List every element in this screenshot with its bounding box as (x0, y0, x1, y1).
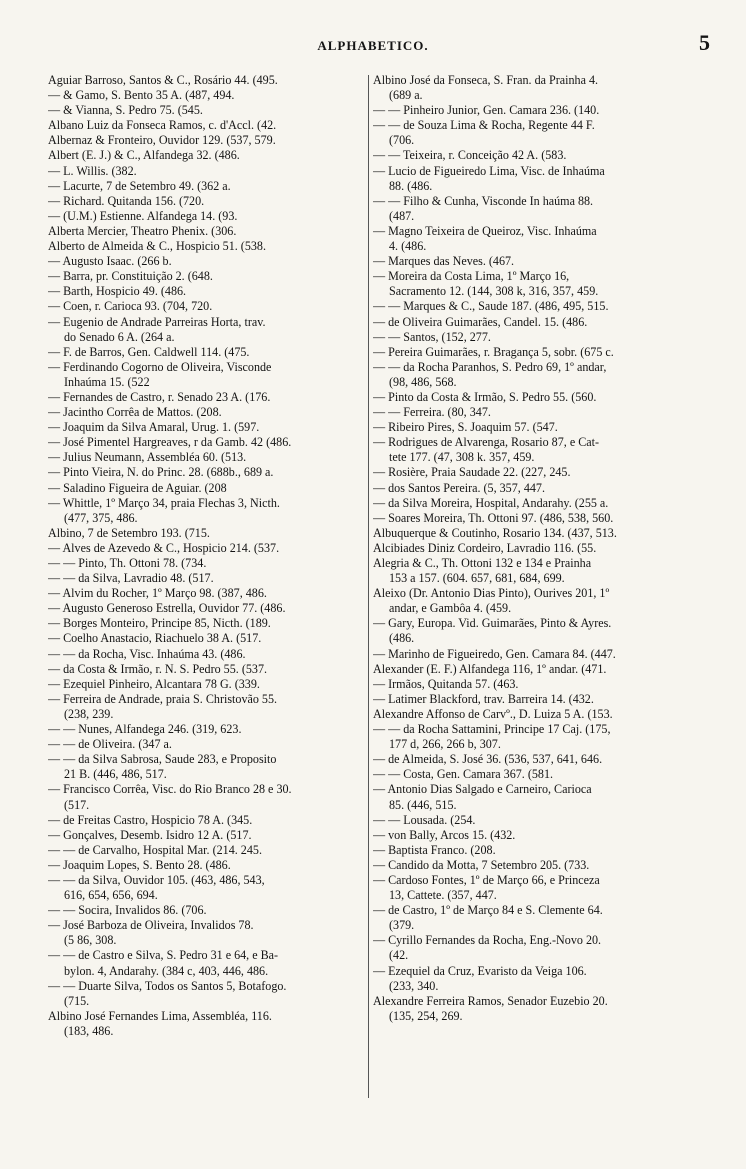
directory-entry-line: — & Vianna, S. Pedro 75. (545. (48, 103, 203, 118)
directory-entry-line: bylon. 4, Andarahy. (384 c, 403, 446, 486. (64, 963, 269, 978)
directory-entry-line: — Barra, pr. Constituição 2. (648. (48, 269, 213, 284)
directory-entry-line: — de Oliveira Guimarães, Candel. 15. (486. (373, 314, 588, 329)
directory-entry-line: Alexander (E. F.) Alfandega 116, 1º andar. (471. (373, 661, 607, 676)
directory-entry-line: (517. (64, 797, 90, 812)
directory-entry-line: — Soares Moreira, Th. Ottoni 97. (486, 538, 560. (373, 510, 614, 525)
directory-entry-line: — Francisco Corrêa, Visc. do Rio Branco 28 e 30. (48, 782, 292, 797)
directory-entry-line: 616, 654, 656, 694. (64, 888, 158, 903)
directory-entry-line: — — Teixeira, r. Conceição 42 A. (583. (373, 148, 567, 163)
directory-entry-line: (715. (64, 993, 90, 1008)
directory-entry-line: — Candido da Motta, 7 Setembro 205. (733. (373, 857, 590, 872)
directory-entry-line: — Richard. Quitanda 156. (720. (48, 193, 205, 208)
directory-entry-line: Inhaúma 15. (522 (64, 374, 150, 389)
directory-entry-line: andar, e Gambôa 4. (459. (389, 601, 512, 616)
directory-entry-line: — — Lousada. (254. (373, 812, 476, 827)
directory-entry-line: — Ezequiel Pinheiro, Alcantara 78 G. (339. (48, 676, 260, 691)
directory-entry-line: — Irmãos, Quitanda 57. (463. (373, 676, 519, 691)
directory-entry-line: — — da Silva Sabrosa, Saude 283, e Proposito (48, 752, 277, 767)
directory-entry-line: — Joaquim da Silva Amaral, Urug. 1. (597. (48, 420, 260, 435)
right-column (373, 73, 696, 1024)
directory-entry-line: (42. (389, 948, 409, 963)
directory-entry-line: (135, 254, 269. (389, 1008, 463, 1023)
directory-entry-line: Albano Luiz da Fonseca Ramos, c. d'Accl. (42. (48, 118, 277, 133)
directory-entry-line: do Senado 6 A. (264 a. (64, 329, 175, 344)
directory-entry-line: — (U.M.) Estienne. Alfandega 14. (93. (48, 208, 238, 223)
directory-entry-line: (689 a. (389, 88, 423, 103)
directory-entry-line: — — da Silva, Ouvidor 105. (463, 486, 543, (48, 872, 265, 887)
directory-entry-line: — Pereira Guimarães, r. Bragança 5, sobr. (675 c. (373, 344, 614, 359)
directory-entry-line: — da Silva Moreira, Hospital, Andarahy. (255 a. (373, 495, 609, 510)
directory-entry-line: Albuquerque & Coutinho, Rosario 134. (437, 513. (373, 525, 617, 540)
directory-entry-line: — Ferdinando Cogorno de Oliveira, Visconde (48, 359, 272, 374)
directory-entry-line: 13, Cattete. (357, 447. (389, 888, 497, 903)
directory-entry-line: — Whittle, 1º Março 34, praia Flechas 3, Nicth. (48, 495, 280, 510)
directory-entry-line: (183, 486. (64, 1023, 114, 1038)
directory-entry-line: — Eugenio de Andrade Parreiras Horta, trav. (48, 314, 266, 329)
directory-entry-line: — Lucio de Figueiredo Lima, Visc. de Inhaúma (373, 163, 605, 178)
directory-entry-line: (5 86, 308. (64, 933, 117, 948)
directory-entry-line: Alegria & C., Th. Ottoni 132 e 134 e Prainha (373, 556, 592, 570)
directory-entry-line: — Marinho de Figueiredo, Gen. Camara 84. (447. (373, 646, 616, 661)
directory-entry-line: Alberto de Almeida & C., Hospicio 51. (538. (48, 239, 266, 254)
directory-entry-line: (486. (389, 631, 415, 646)
directory-entry-line: — José Pimentel Hargreaves, r da Gamb. 42 (486. (48, 435, 292, 450)
directory-entry-line: — — da Rocha Sattamini, Principe 17 Caj. (175, (373, 722, 611, 737)
directory-entry-line: Aleixo (Dr. Antonio Dias Pinto), Ourives 201, 1º (373, 586, 610, 601)
directory-entry-line: — Augusto Isaac. (266 b. (48, 254, 172, 269)
directory-entry-line: 88. (486. (389, 178, 433, 193)
directory-entry-line: — Fernandes de Castro, r. Senado 23 A. (176. (48, 389, 271, 404)
directory-entry-line: — — de Souza Lima & Rocha, Regente 44 F. (373, 118, 595, 133)
directory-entry-line: — Rosière, Praia Saudade 22. (227, 245. (373, 465, 571, 480)
page-number: 5 (699, 30, 710, 55)
directory-entry-line: — Saladino Figueira de Aguiar. (208 (48, 480, 227, 495)
directory-entry-line: Alcibiades Diniz Cordeiro, Lavradio 116. (55. (373, 540, 597, 555)
directory-entry-line: 177 d, 266, 266 b, 307. (389, 737, 501, 752)
directory-entry-line: — de Almeida, S. José 36. (536, 537, 641, 646. (373, 752, 603, 767)
directory-entry-line: (238, 239. (64, 706, 114, 721)
directory-entry-line: — — da Silva, Lavradio 48. (517. (48, 571, 214, 586)
directory-entry-line: — de Castro, 1º de Março 84 e S. Clemente 64. (373, 903, 603, 918)
directory-entry-line: — Pinto da Costa & Irmão, S. Pedro 55. (560. (373, 389, 597, 404)
directory-entry-line: tete 177. (47, 308 k. 357, 459. (389, 450, 535, 465)
directory-entry-line: Albino José Fernandes Lima, Assembléa, 116. (48, 1008, 272, 1023)
directory-entry-line: Alexandre Ferreira Ramos, Senador Euzebio 20. (373, 993, 608, 1008)
directory-entry-line: — F. de Barros, Gen. Caldwell 114. (475. (48, 344, 250, 359)
directory-entry-line: — Coen, r. Carioca 93. (704, 720. (48, 299, 213, 314)
directory-entry-line: — — Nunes, Alfandega 246. (319, 623. (48, 722, 242, 737)
directory-entry-line: — da Costa & Irmão, r. N. S. Pedro 55. (537. (48, 661, 268, 676)
directory-entry-line: — Gonçalves, Desemb. Isidro 12 A. (517. (48, 827, 252, 842)
directory-entry-line: (233, 340. (389, 978, 439, 993)
directory-entry-line: — Jacintho Corrêa de Mattos. (208. (48, 405, 222, 420)
directory-entry-line: — José Barboza de Oliveira, Invalidos 78. (48, 918, 254, 933)
directory-entry-line: 21 B. (446, 486, 517. (64, 767, 167, 782)
directory-entry-line: — Borges Monteiro, Principe 85, Nicth. (189. (48, 616, 271, 631)
directory-entry-line: (477, 375, 486. (64, 510, 138, 525)
directory-entry-line: — Augusto Generoso Estrella, Ouvidor 77. (486. (48, 601, 286, 616)
directory-entry-line: — Pinto Vieira, N. do Princ. 28. (688b., 689 a. (48, 465, 274, 480)
directory-entry-line: — Magno Teixeira de Queiroz, Visc. Inhaúma (373, 223, 597, 238)
page-title: ALPHABETICO. (317, 38, 429, 53)
directory-entry-line: — & Gamo, S. Bento 35 A. (487, 494. (48, 88, 235, 103)
directory-entry-line: — Ferreira de Andrade, praia S. Christovão 55. (48, 691, 278, 706)
page-header (0, 30, 746, 60)
directory-entry-line: — Joaquim Lopes, S. Bento 28. (486. (48, 857, 231, 872)
directory-entry-line: — Gary, Europa. Vid. Guimarães, Pinto & Ayres. (373, 616, 612, 631)
directory-entry-line: — Antonio Dias Salgado e Carneiro, Carioca (373, 782, 592, 797)
directory-entry-line: — — da Rocha, Visc. Inhaúma 43. (486. (48, 646, 246, 661)
directory-entry-line: (706. (389, 133, 415, 148)
directory-entry-line: Alberta Mercier, Theatro Phenix. (306. (48, 223, 237, 238)
directory-entry-line: Albernaz & Fronteiro, Ouvidor 129. (537, 579. (48, 133, 276, 148)
directory-entry-line: Aguiar Barroso, Santos & C., Rosário 44. (495. (48, 73, 278, 87)
directory-entry-line: — Rodrigues de Alvarenga, Rosario 87, e Cat- (373, 435, 600, 450)
directory-entry-line: Alexandre Affonso de Carvº., D. Luiza 5 A. (153. (373, 706, 613, 721)
directory-entry-line: — von Bally, Arcos 15. (432. (373, 827, 516, 842)
directory-entry-line: 4. (486. (389, 239, 427, 254)
directory-entry-line: — Marques das Neves. (467. (373, 254, 515, 269)
directory-entry-line: — Ezequiel da Cruz, Evaristo da Veiga 106. (373, 963, 587, 978)
directory-entry-line: — — de Oliveira. (347 a. (48, 737, 172, 752)
directory-entry-line: Albino José da Fonseca, S. Fran. da Prainha 4. (373, 73, 599, 87)
directory-entry-line: Albino, 7 de Setembro 193. (715. (48, 525, 210, 540)
directory-entry-line: — Cyrillo Fernandes da Rocha, Eng.-Novo 20. (373, 933, 602, 948)
column-divider (368, 75, 369, 1098)
directory-entry-line: — — Filho & Cunha, Visconde In haúma 88. (373, 193, 594, 208)
directory-entry-line: — Lacurte, 7 de Setembro 49. (362 a. (48, 178, 231, 193)
directory-entry-line: — — da Rocha Paranhos, S. Pedro 69, 1º andar, (373, 359, 607, 374)
directory-entry-line: Sacramento 12. (144, 308 k, 316, 357, 459. (389, 284, 599, 299)
directory-entry-line: (379. (389, 918, 415, 933)
directory-entry-line: — — Duarte Silva, Todos os Santos 5, Botafogo. (48, 978, 287, 993)
directory-entry-line: — Latimer Blackford, trav. Barreira 14. (432. (373, 691, 594, 706)
directory-entry-line: — — de Carvalho, Hospital Mar. (214. 245. (48, 842, 262, 857)
directory-entry-line: — — de Castro e Silva, S. Pedro 31 e 64, e Ba- (48, 948, 279, 963)
directory-entry-line: — Moreira da Costa Lima, 1º Março 16, (373, 269, 570, 284)
directory-entry-line: — Cardoso Fontes, 1º de Março 66, e Princeza (373, 872, 600, 887)
directory-entry-line: — Barth, Hospicio 49. (486. (48, 284, 187, 299)
left-column (48, 73, 371, 1039)
directory-entry-line: — — Santos, (152, 277. (373, 329, 491, 344)
directory-entry-line: — dos Santos Pereira. (5, 357, 447. (373, 480, 545, 495)
directory-entry-line: (487. (389, 208, 415, 223)
directory-entry-line: — — Ferreira. (80, 347. (373, 405, 491, 420)
directory-entry-line: — Baptista Franco. (208. (373, 842, 496, 857)
directory-entry-line: 153 a 157. (604. 657, 681, 684, 699. (389, 571, 565, 586)
directory-entry-line: — — Pinheiro Junior, Gen. Camara 236. (140. (373, 103, 600, 118)
directory-entry-line: 85. (446, 515. (389, 797, 457, 812)
directory-entry-line: — de Freitas Castro, Hospicio 78 A. (345. (48, 812, 253, 827)
directory-entry-line: — — Socira, Invalidos 86. (706. (48, 903, 207, 918)
directory-entry-line: — — Costa, Gen. Camara 367. (581. (373, 767, 554, 782)
directory-entry-line: Albert (E. J.) & C., Alfandega 32. (486. (48, 148, 240, 163)
directory-entry-line: (98, 486, 568. (389, 374, 457, 389)
directory-entry-line: — Alvim du Rocher, 1º Março 98. (387, 486. (48, 586, 267, 601)
directory-entry-line: — Coelho Anastacio, Riachuelo 38 A. (517. (48, 631, 262, 646)
directory-entry-line: — Julius Neumann, Assembléa 60. (513. (48, 450, 247, 465)
directory-entry-line: — — Marques & C., Saude 187. (486, 495, 515. (373, 299, 609, 314)
directory-entry-line: — Ribeiro Pires, S. Joaquim 57. (547. (373, 420, 558, 435)
directory-entry-line: — — Pinto, Th. Ottoni 78. (734. (48, 556, 207, 570)
directory-entry-line: — Alves de Azevedo & C., Hospicio 214. (537. (48, 540, 280, 555)
directory-entry-line: — L. Willis. (382. (48, 163, 137, 178)
